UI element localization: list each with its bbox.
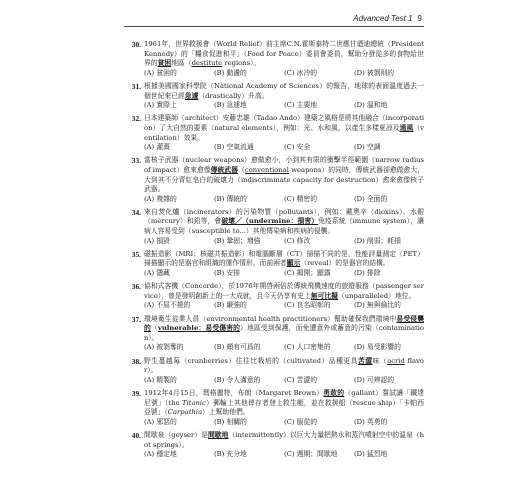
question-number: 40. xyxy=(131,430,141,440)
question-stem xyxy=(144,40,427,69)
answer-options xyxy=(144,269,424,279)
answer-option: (D) 易受影響的 xyxy=(354,343,401,352)
stem-text: （unparalleled）地位。 xyxy=(337,291,416,300)
answer-option: (D) 空調 xyxy=(354,143,381,152)
stem-text: ）郵輪上其他倖存者登上救生艇，並在救援船（rescue ship）「卡帕西亞號」（ xyxy=(144,398,424,417)
answer-option: (C) 服從的 xyxy=(284,417,318,426)
answer-option: (C) 人口密集的 xyxy=(284,343,331,352)
question-stem xyxy=(144,250,424,269)
question-stem xyxy=(144,156,427,194)
stem-text: 免疫系統（immune system），讓病人容易受到（susceptible to...）其他傳染病和疾病的侵襲。 xyxy=(144,217,424,236)
answer-option: (A) 不屈不撓的 xyxy=(144,301,191,310)
underlined-keyword: 通風 xyxy=(399,123,414,132)
stem-text: 間歇泉（geyser）是 xyxy=(144,430,208,439)
underlined-keyword: 急遽 xyxy=(184,91,199,100)
question-number: 35. xyxy=(131,249,141,259)
question-stem xyxy=(144,114,424,143)
answer-options xyxy=(144,195,424,205)
stem-text: （intermittently）以巨大力量把熱水和蒸汽噴射空中的溫泉（hot springs）。 xyxy=(144,430,424,449)
underlined-keyword: destitute xyxy=(191,59,223,68)
answer-option: (A) 穩定地 xyxy=(144,450,177,459)
answer-option: (A) 被剝奪的 xyxy=(144,343,184,352)
underlined-keyword: 貧困 xyxy=(157,59,172,68)
answer-option: (D) 排除 xyxy=(354,269,381,278)
answer-option: (A) 貧困的 xyxy=(144,68,177,77)
answer-option: (D) 削弱；耗損 xyxy=(354,236,401,245)
answer-option: (B) 空氣流通 xyxy=(214,143,254,152)
answer-option: (D) 溫和地 xyxy=(354,101,388,110)
question-item xyxy=(124,389,424,427)
answer-options xyxy=(144,237,424,247)
answer-option: (D) 全面的 xyxy=(354,194,388,203)
running-header xyxy=(353,14,422,23)
answer-option: (B) 頗有可爲的 xyxy=(214,343,261,352)
answer-option: (C) 精密的 xyxy=(284,194,318,203)
answer-option: (C) 揭開；顯露 xyxy=(284,269,331,278)
stem-text: ）地區受到保護，而免遭意外或蓄意的污染（contamination）。 xyxy=(144,324,425,342)
underlined-keyword: 傳統武器 xyxy=(210,165,238,174)
underlined-keyword: acrid xyxy=(387,356,405,365)
question-stem xyxy=(144,389,424,418)
stem-text: Carpathia xyxy=(167,408,203,417)
header-title: Advanced Test 1 xyxy=(353,14,413,23)
question-item xyxy=(124,282,424,311)
answer-option: (A) 複雜的 xyxy=(144,194,177,203)
underlined-keyword: 勇敢的 xyxy=(323,388,345,397)
answer-options xyxy=(144,418,424,428)
question-item xyxy=(124,114,424,152)
question-number: 30. xyxy=(131,40,141,49)
answer-option: (B) 令人滿意的 xyxy=(214,375,261,384)
answer-options xyxy=(144,376,424,386)
question-item xyxy=(124,357,424,386)
underlined-keyword: 間歇地 xyxy=(207,430,229,439)
question-item xyxy=(124,208,424,246)
answer-option: (B) 傳統的 xyxy=(214,194,247,203)
stem-text: 日本建築師（architect）安藤忠雄（Tadao Ando）建築之風格是將其他融合（incorporation）了大自然的要素（natural elements），例如：光、水和風，以產生多樣夏涼及 xyxy=(144,114,424,132)
stem-text: 環境衛生從業人員（environmental health practitioners）幫助確保我們環境中 xyxy=(144,314,397,323)
answer-option: (A) 精製的 xyxy=(144,375,177,384)
stem-text: 協和式客機（Concorde），於1976年開啓兩倍於傳統飛機速度的旅遊服務（passenger service），曾是發明創新上的一大成就，且今天仍享有史上 xyxy=(144,282,424,300)
answer-option: (C) 苦澀的 xyxy=(284,375,318,384)
answer-option: (A) 隱藏 xyxy=(144,269,170,278)
stem-text: 1961年，世界救援會（World Relief）前主席C.N.霍斯泰特二世應甘迺迪總統（President Kennedy）的「糧食促進和平」（Food for Peace）委員會委員，幫助分發從多的食物給世界的 xyxy=(144,40,427,68)
question-number: 33. xyxy=(131,156,141,166)
answer-option: (C) 主要地 xyxy=(284,101,318,110)
answer-options xyxy=(144,301,424,311)
underlined-keyword: 易受侵襲的 xyxy=(144,314,424,333)
question-item xyxy=(124,82,424,111)
stem-text: 根據美國國家科學院（National Academy of Sciences）的報告，地球的表面溫度過去一個世紀來已經 xyxy=(144,81,424,100)
stem-text: （drastically）升高。 xyxy=(198,91,269,100)
question-item xyxy=(124,315,424,353)
stem-text: 1912年4月15日，瑪格麗特，布朗（Margaret Brown） xyxy=(144,388,324,397)
stem-text: 來自焚化爐（incinerators）的污染物質（pollutants），例如：戴奧辛（dioxins）、水銀（mercury）和鉛等，會 xyxy=(144,207,424,226)
underlined-keyword: 顯示 xyxy=(286,259,301,268)
question-number: 36. xyxy=(131,282,141,292)
question-stem xyxy=(144,208,424,237)
stem-text: （gallant）嘗試讓「鐵達尼號」（the xyxy=(144,388,425,407)
question-item xyxy=(124,250,424,279)
underlined-keyword: 破壞／（undermine：損害） xyxy=(221,217,319,226)
answer-option: (C) 週期；間歇地 xyxy=(284,450,338,459)
answer-option: (D) 無與倫比的 xyxy=(354,301,401,310)
stem-text: （ xyxy=(238,165,245,174)
question-stem xyxy=(144,431,424,450)
stem-text: （ventilation）效果。 xyxy=(144,123,425,142)
answer-option: (A) 灌溉 xyxy=(144,143,170,152)
question-number: 31. xyxy=(131,81,141,91)
stem-text: weapons）的同時，傳統武器卻愈做愈大，大到其不分青紅皂白的破壞力（indiscriminate capacity for destruction）愈來愈像核子武器。 xyxy=(144,165,424,194)
answer-options xyxy=(144,143,424,153)
answer-option: (B) 相關的 xyxy=(214,417,247,426)
answer-option: (C) 修改 xyxy=(284,236,311,245)
answer-option: (B) 鞏固；增強 xyxy=(214,236,261,245)
answer-option: (C) 冰冷的 xyxy=(284,68,318,77)
underlined-keyword: 苦澀 xyxy=(357,356,373,365)
underlined-keyword: 無可比擬 xyxy=(310,291,338,300)
question-number: 37. xyxy=(131,314,141,324)
answer-option: (C) 良名昭彰的 xyxy=(284,301,331,310)
page-number: 9 xyxy=(417,14,422,23)
question-item xyxy=(124,40,427,78)
stem-text: 當核子武器（nuclear weapons）愈做愈小，小到其有限的衝擊半徑範圍（narrow radius of impact）愈來愈像 xyxy=(144,156,427,174)
question-item xyxy=(124,156,427,204)
answer-option: (B) 充分地 xyxy=(214,450,247,459)
stem-text: regions）。 xyxy=(222,59,261,68)
question-list xyxy=(124,40,427,463)
answer-option: (B) 急遽地 xyxy=(214,101,247,110)
question-number: 38. xyxy=(131,356,141,366)
stem-text: Titanic xyxy=(182,398,206,407)
question-number: 34. xyxy=(131,207,141,217)
stem-text: 野生蔓越莓（cranberries）往往比栽培的（cultivated）品種更具 xyxy=(144,356,358,365)
answer-options xyxy=(144,450,424,460)
answer-option: (D) 可辨認的 xyxy=(354,375,395,384)
stem-text: 地區（ xyxy=(171,59,192,68)
answer-option: (A) 損毀 xyxy=(144,236,170,245)
stem-text: flavor）。 xyxy=(144,356,425,375)
answer-option: (C) 安全 xyxy=(284,143,311,152)
answer-option: (A) 邪惡的 xyxy=(144,417,177,426)
question-stem xyxy=(144,82,424,101)
answer-option: (D) 英勇的 xyxy=(354,417,388,426)
question-item xyxy=(124,431,424,460)
underlined-keyword: conventional xyxy=(244,165,289,174)
answer-option: (B) 動盪的 xyxy=(214,68,247,77)
answer-options xyxy=(144,343,424,353)
header-rule xyxy=(124,26,424,27)
question-stem xyxy=(144,357,424,376)
stem-text: 味（ xyxy=(372,356,388,365)
answer-option: (B) 嚴強的 xyxy=(214,301,247,310)
stem-text: ）上幫助他們。 xyxy=(202,408,250,417)
answer-option: (D) 被剝削的 xyxy=(354,68,395,77)
answer-option: (A) 實際上 xyxy=(144,101,177,110)
answer-options xyxy=(144,101,424,111)
question-stem xyxy=(144,315,424,344)
question-stem xyxy=(144,282,424,301)
stem-text: （reveal）的是器官的結構。 xyxy=(300,259,390,268)
answer-option: (D) 猛烈地 xyxy=(354,450,388,459)
stem-text: 磁振造影（MRI；核磁共振造影）和電腦斷層（CT）掃描不同的是，性能評量測定（PET）掃描顯示的是器官和組織的運作情形，而前兩者 xyxy=(144,249,424,268)
underlined-keyword: vulnerable：易受傷害的 xyxy=(157,324,241,333)
answer-options xyxy=(144,69,424,79)
question-number: 39. xyxy=(131,388,141,398)
stem-text: （ xyxy=(150,324,158,333)
question-number: 32. xyxy=(131,114,141,124)
answer-option: (B) 安排 xyxy=(214,269,241,278)
